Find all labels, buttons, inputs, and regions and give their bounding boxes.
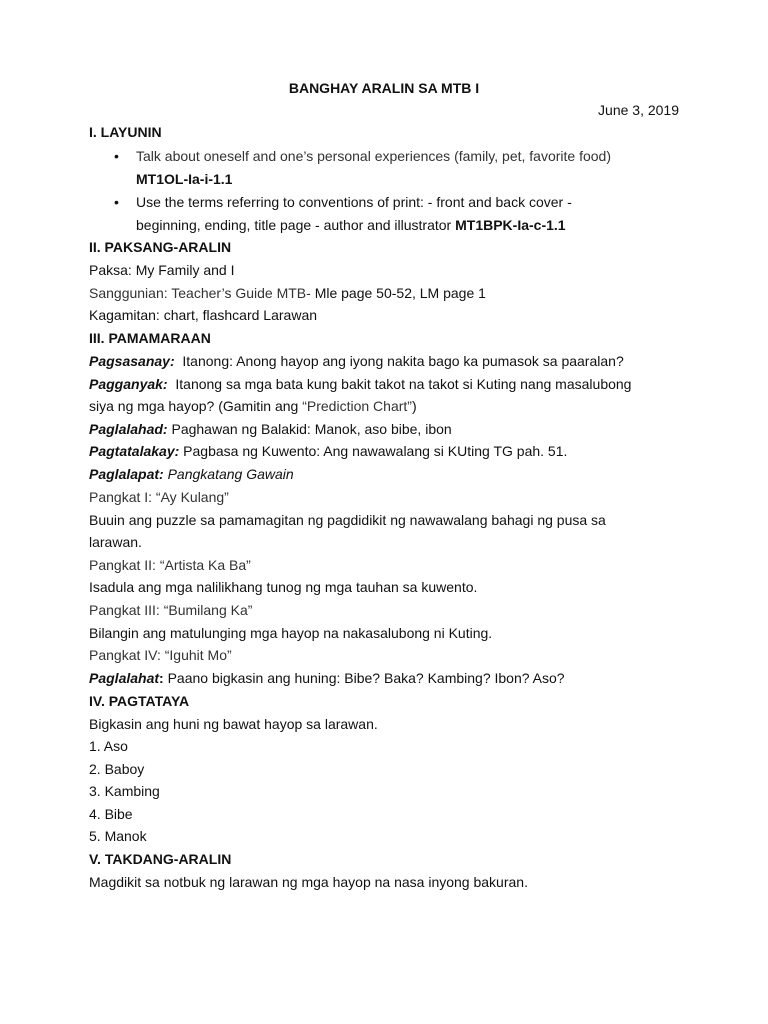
document-date: June 3, 2019 <box>598 102 679 118</box>
pagtataya-item: 4. Bibe <box>89 806 133 822</box>
paglalahat-colon: : <box>159 670 164 686</box>
paglalahat-label: Paglalahat <box>89 670 160 686</box>
pagtatalakay-text: Pagbasa ng Kuwento: Ang nawawalang si KUting TG pah. 51. <box>179 443 568 459</box>
objective-2-line-2-text: beginning, ending, title page - author and illustrator <box>136 217 456 233</box>
pangkat-3-line-1: Bilangin ang matulunging mga hayop na nakasalubong ni Kuting. <box>89 625 493 641</box>
paglalapat-label: Paglalapat: <box>89 466 164 482</box>
pagtatalakay-label: Pagtatalakay: <box>89 443 180 459</box>
pagtataya-item: 2. Baboy <box>89 761 145 777</box>
pagtataya-item: 5. Manok <box>89 828 147 844</box>
sanggunian-rest: Mle page 50-52, LM page 1 <box>310 285 486 301</box>
pagganyak-label: Pagganyak: <box>89 376 168 392</box>
objective-1-code: MT1OL-Ia-i-1.1 <box>136 171 233 187</box>
bullet-icon: • <box>114 148 119 164</box>
paglalahad-line <box>89 420 452 438</box>
pagganyak-line-2b: “Prediction Chart” <box>302 398 412 414</box>
paglalahat-line <box>89 669 565 687</box>
paglalahad-label: Paglalahad: <box>89 421 168 437</box>
paglalapat-text: Pangkatang Gawain <box>163 466 294 482</box>
pagganyak-text: Itanong sa mga bata kung bakit takot na takot si Kuting nang masalubong <box>167 376 632 392</box>
takdang-aralin-text: Magdikit sa notbuk ng larawan ng mga hayop na nasa inyong bakuran. <box>89 874 528 890</box>
objective-2-code: MT1BPK-Ia-c-1.1 <box>455 217 566 233</box>
pangkat-2-title: Pangkat II: “Artista Ka Ba” <box>89 557 251 573</box>
document-title: BANGHAY ARALIN SA MTB I <box>288 80 480 96</box>
section-heading-pamamaraan: III. PAMAMARAAN <box>89 330 211 346</box>
pagtataya-instruction: Bigkasin ang huni ng bawat hayop sa larawan. <box>89 716 378 732</box>
pagganyak-line-2 <box>89 397 417 415</box>
paglalapat-line <box>89 465 294 483</box>
pagtataya-item: 3. Kambing <box>89 783 160 799</box>
paksa-line: Paksa: My Family and I <box>89 262 235 278</box>
pagsasanay-text: Itanong: Anong hayop ang iyong nakita bago ka pumasok sa paaralan? <box>174 353 624 369</box>
pangkat-3-title: Pangkat III: “Bumilang Ka” <box>89 602 253 618</box>
paglalahad-text: Paghawan ng Balakid: Manok, aso bibe, ibon <box>167 421 452 437</box>
section-heading-layunin: I. LAYUNIN <box>89 124 162 140</box>
sanggunian-label: Sanggunian: Teacher’s Guide MTB- <box>89 285 311 301</box>
objective-1-text: Talk about oneself and one’s personal experiences (family, pet, favorite food) <box>136 148 611 164</box>
pangkat-2-line-1: Isadula ang mga nalilikhang tunog ng mga tauhan sa kuwento. <box>89 579 478 595</box>
pagsasanay-label: Pagsasanay: <box>89 353 175 369</box>
sanggunian-line <box>89 284 486 302</box>
section-heading-pagtataya: IV. PAGTATAYA <box>89 693 190 709</box>
pagsasanay-line <box>89 352 624 370</box>
pagtatalakay-line <box>89 442 567 460</box>
bullet-icon: • <box>114 194 119 210</box>
kagamitan-line: Kagamitan: chart, flashcard Larawan <box>89 307 318 323</box>
pagganyak-line <box>89 375 631 393</box>
paglalahat-text: Paano bigkasin ang huning: Bibe? Baka? Kambing? Ibon? Aso? <box>163 670 565 686</box>
pangkat-1-line-1: Buuin ang puzzle sa pamamagitan ng pagdidikit ng nawawalang bahagi ng pusa sa <box>89 512 606 528</box>
pangkat-1-line-2: larawan. <box>89 534 142 550</box>
pangkat-4-title: Pangkat IV: “Iguhit Mo” <box>89 647 232 663</box>
objective-2-line-1: Use the terms referring to conventions of print: - front and back cover - <box>136 194 572 210</box>
pangkat-1-title: Pangkat I: “Ay Kulang” <box>89 489 229 505</box>
section-heading-paksang-aralin: II. PAKSANG-ARALIN <box>89 239 232 255</box>
pagganyak-line-2c: ) <box>411 398 417 414</box>
section-heading-takdang-aralin: V. TAKDANG-ARALIN <box>89 851 232 867</box>
objective-2-line-2 <box>136 216 566 234</box>
pagganyak-line-2a: siya ng mga hayop? (Gamitin ang <box>89 398 303 414</box>
pagtataya-item: 1. Aso <box>89 738 128 754</box>
